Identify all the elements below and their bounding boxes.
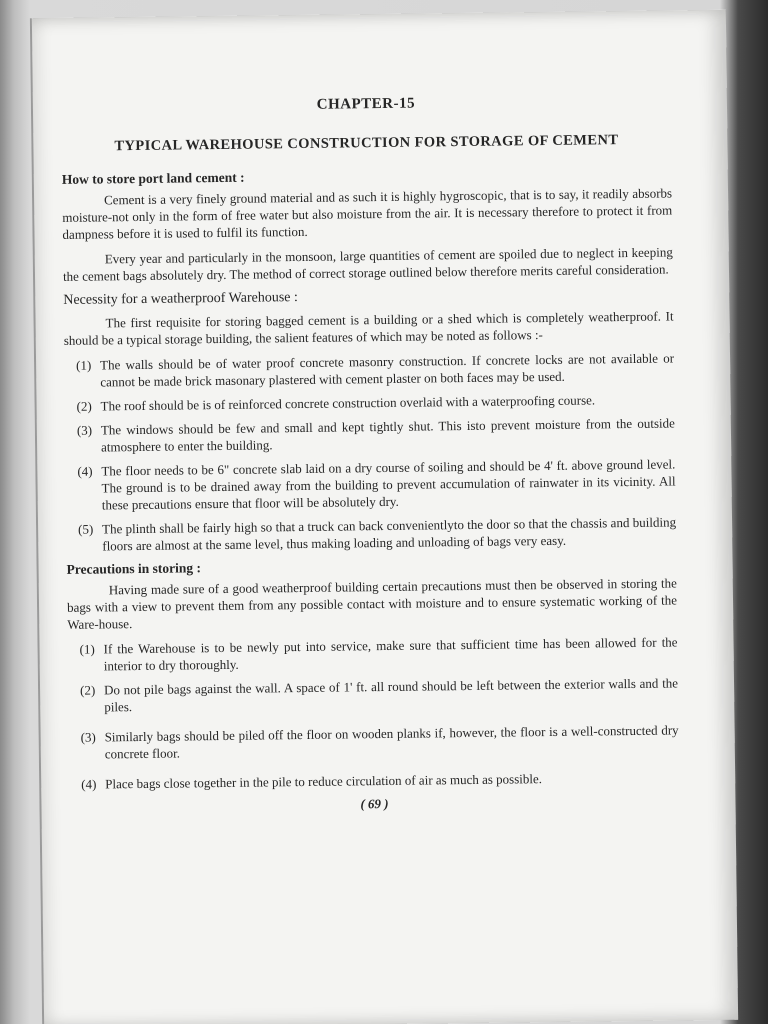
list-item: (1) The walls should be of water proof concrete masonry construction. If concrete locks are not available or cannot be made brick masonary plastered with cement plaster on both faces may be used.: [76, 350, 675, 390]
paragraph: Cement is a very finely ground material and as such it is highly hygroscopic, that is to say, it readily absorbs moisture-not only in the form of free water but also moisture from the air. It is necessary therefore to protect it from dampness before it is used to fulfil its function.: [62, 185, 673, 242]
list-item: (3) The windows should be few and small and kept tightly shut. This isto prevent moisture from the outside atmosphere to enter the building.: [76, 415, 675, 455]
section-heading-precautions: Precautions in storing :: [66, 560, 202, 577]
list-item: (2) Do not pile bags against the wall. A space of 1' ft. all round should be left between the exterior walls and the piles.: [79, 675, 679, 715]
list-item: (2) The roof should be is of reinforced concrete construction overlaid with a waterproofing course.: [76, 392, 596, 414]
section-heading-store-cement: How to store port land cement :: [61, 169, 245, 187]
section-heading-weatherproof: Necessity for a weatherproof Warehouse :: [63, 290, 298, 308]
chapter-heading: CHAPTER-15: [316, 95, 416, 113]
list-item: (4) Place bags close together in the pile to reduce circulation of air as much as possible.: [81, 771, 543, 792]
page-content: [61, 92, 680, 815]
paragraph: The first requisite for storing bagged cement is a building or a shed which is completely weatherproof. It should be a typical storage building, the salient features of which may be noted as follows :-: [63, 308, 674, 348]
paragraph: Every year and particularly in the monsoon, large quantities of cement are spoiled due to neglect in keeping the cement bags absolutely dry. The method of correct storage outlined below therefore merits careful consideration.: [62, 244, 673, 284]
list-item: (3) Similarly bags should be piled off the floor on wooden planks if, however, the floor is a well-constructed dry concrete floor.: [80, 722, 679, 762]
paragraph: Having made sure of a good weatherproof building certain precautions must then be observed in storing the bags with a view to prevent them from any possible contact with moisture and to ensure systematic working of the Ware-house.: [66, 575, 678, 632]
list-item: (1) If the Warehouse is to be newly put into service, make sure that sufficient time has been allowed for the interior to dry thoroughly.: [79, 634, 678, 674]
chapter-title: TYPICAL WAREHOUSE CONSTRUCTION FOR STORAGE OF CEMENT: [114, 132, 619, 155]
page-number: ( 69 ): [360, 795, 389, 812]
list-item: (4) The floor needs to be 6" concrete slab laid on a dry course of soiling and should be 4' ft. above ground level. The ground is to be drained away from the building to prevent accumulation of rainwater in its vicinity. All these precautions ensure that floor will be absolutely dry.: [77, 456, 676, 513]
list-item: (5) The plinth shall be fairly high so that a truck can back convenientlyto the door so that the chassis and building floors are almost at the same level, thus making loading and unloading of bags very easy.: [78, 514, 677, 554]
book-page: [30, 10, 738, 1024]
